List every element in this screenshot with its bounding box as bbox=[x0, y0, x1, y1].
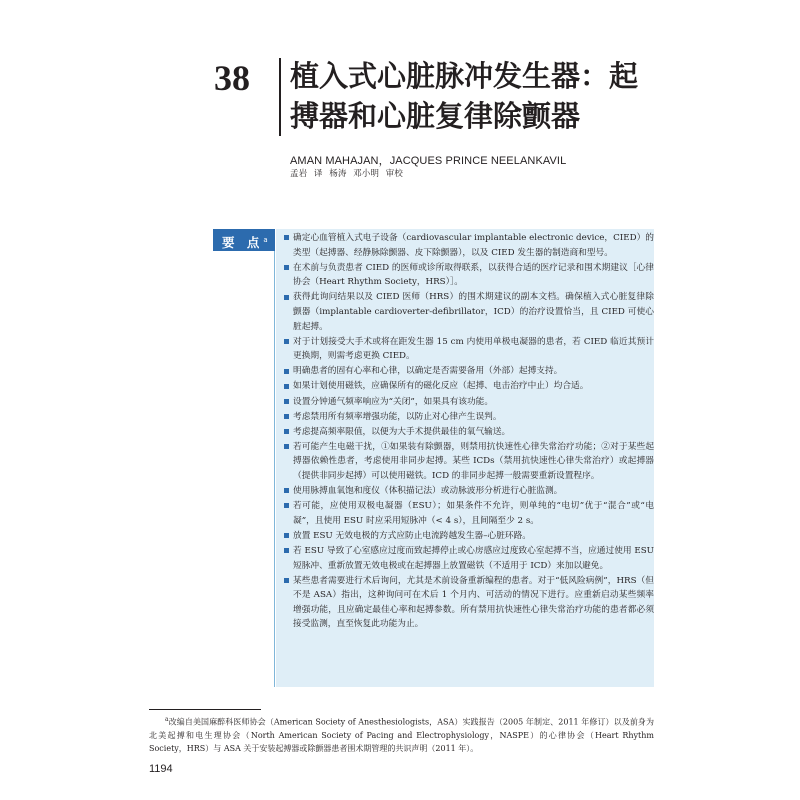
key-point-item bbox=[284, 574, 654, 632]
key-point-item bbox=[284, 484, 654, 499]
key-point-text: 若可能，应使用双极电凝器（ESU）；如果条件不允许，则单纯的“电切”优于“混合”或“电凝”，且使用 ESU 时应采用短脉冲（< 4 s），且间隔至少 2 s。 bbox=[293, 501, 654, 526]
key-point-item bbox=[284, 529, 654, 544]
square-bullet-icon bbox=[284, 339, 289, 344]
square-bullet-icon bbox=[284, 265, 289, 270]
footnote-marker: a bbox=[165, 716, 169, 723]
square-bullet-icon bbox=[284, 578, 289, 583]
key-point-text: 使用脉搏血氧饱和度仪（体积描记法）或动脉波形分析进行心脏监测。 bbox=[293, 486, 563, 497]
key-point-item bbox=[284, 335, 654, 364]
square-bullet-icon bbox=[284, 295, 289, 300]
square-bullet-icon bbox=[284, 444, 289, 449]
key-point-text: 确定心血管植入式电子设备（cardiovascular implantable electronic device，CIED）的类型（起搏器、经静脉除颤器、皮下除颤器），以及 CIED 发生器的制造商和型号。 bbox=[293, 233, 654, 258]
key-point-text: 对于计划接受大手术或将在距发生器 15 cm 内使用单极电凝器的患者，若 CIED 临近其预计更换期，则需考虑更换 CIED。 bbox=[293, 336, 654, 362]
key-point-item bbox=[284, 364, 654, 379]
key-point-text: 如果计划使用磁铁，应确保所有的磁化反应（起搏、电击治疗中止）均合适。 bbox=[293, 381, 589, 392]
key-point-item bbox=[284, 379, 654, 394]
page-number: 1194 bbox=[149, 763, 173, 775]
key-point-item bbox=[284, 231, 654, 260]
square-bullet-icon bbox=[284, 533, 289, 538]
key-point-text: 若 ESU 导致了心室感应过度而致起搏停止或心房感应过度致心室起搏不当，应通过使用 ESU 短脉冲、重新放置无效电极或在起搏器上放置磁铁（不适用于 ICD）来加以避免。 bbox=[293, 545, 654, 571]
key-point-text: 设置分钟通气频率响应为“关闭”，如果具有该功能。 bbox=[293, 396, 494, 407]
square-bullet-icon bbox=[284, 414, 289, 419]
key-point-text: 明确患者的固有心率和心律，以确定是否需要备用（外部）起搏支持。 bbox=[293, 366, 563, 377]
chapter-number: 38 bbox=[214, 58, 250, 98]
key-points-side-column bbox=[213, 251, 275, 687]
key-points-label bbox=[213, 229, 275, 251]
key-point-text: 某些患者需要进行术后询问，尤其是术前设备重新编程的患者。对于“低风险病例”，HRS（但不是 ASA）指出，这种询问可在术后 1 个月内、可活动的情况下进行。应重新启动某些频率增强功能，且应确定最佳心率和起搏参数。所有禁用抗快速性心律失常治疗功能的患者都必须接受监测，直至恢复此功能为止。 bbox=[293, 575, 654, 630]
chapter-title-line-1: 植入式心脏脉冲发生器：起 bbox=[290, 59, 639, 93]
chapter-title-line-2: 搏器和心脏复律除颤器 bbox=[290, 99, 581, 133]
key-points-footnote-marker: a bbox=[263, 236, 268, 244]
key-point-text: 放置 ESU 无效电极的方式应防止电流跨越发生器–心脏环路。 bbox=[293, 530, 531, 541]
square-bullet-icon bbox=[284, 235, 289, 240]
key-point-item bbox=[284, 261, 654, 290]
footnote-text: 改编自美国麻醉科医师协会（American Society of Anesthesiologists，ASA）实践报告（2005 年制定、2011 年修订）以及前身为北美起搏和电生理协会（North American Society of Pacing and Electrophysiology，NASPE）的心律协会（Heart Rhythm Society，HRS）与 ASA 关于安装起搏器或除颤器患者围术期管理的共识声明（2011 年）。 bbox=[149, 717, 654, 754]
key-point-text: 在术前与负责患者 CIED 的医师或诊所取得联系，以获得合适的医疗记录和围术期建议［心律协会（Heart Rhythm Society，HRS）］。 bbox=[293, 262, 654, 288]
key-points-list bbox=[284, 231, 654, 632]
square-bullet-icon bbox=[284, 429, 289, 434]
authors: AMAN MAHAJAN，JACQUES PRINCE NEELANKAVIL bbox=[290, 155, 567, 167]
key-point-text: 考虑提高频率限值，以便为大手术提供最佳的氧气输送。 bbox=[293, 426, 511, 437]
footnote bbox=[149, 713, 654, 756]
footnote-divider bbox=[149, 709, 261, 710]
translators: 孟岩 译 杨涛 邓小明 审校 bbox=[290, 169, 403, 179]
title-divider bbox=[279, 58, 281, 136]
key-point-item bbox=[284, 544, 654, 573]
key-points-label-text: 要 点 bbox=[222, 235, 264, 251]
chapter-title bbox=[290, 56, 670, 136]
key-point-text: 若可能产生电磁干扰，①如果装有除颤器，则禁用抗快速性心律失常治疗功能；②对于某些起搏器依赖性患者，考虑使用非同步起搏。某些 ICDs（禁用抗快速性心律失常治疗）或起搏器（提供非同步起搏）可以使用磁铁。ICD 的非同步起搏一般需要重新设置程序。 bbox=[293, 441, 654, 481]
square-bullet-icon bbox=[284, 548, 289, 553]
square-bullet-icon bbox=[284, 384, 289, 389]
key-points-box bbox=[276, 229, 654, 687]
key-point-item bbox=[284, 290, 654, 334]
key-point-text: 获得此询问结果以及 CIED 医师（HRS）的围术期建议的副本文档。确保植入式心脏复律除颤器（implantable cardioverter-defibrillator，ICD）的治疗设置恰当，且 CIED 可使心脏起搏。 bbox=[293, 292, 654, 332]
key-point-item bbox=[284, 499, 654, 528]
square-bullet-icon bbox=[284, 399, 289, 404]
key-point-item bbox=[284, 425, 654, 440]
key-point-text: 考虑禁用所有频率增强功能，以防止对心律产生误判。 bbox=[293, 411, 502, 422]
key-point-item bbox=[284, 440, 654, 484]
square-bullet-icon bbox=[284, 488, 289, 493]
key-point-item bbox=[284, 410, 654, 425]
square-bullet-icon bbox=[284, 503, 289, 508]
key-point-item bbox=[284, 395, 654, 410]
square-bullet-icon bbox=[284, 369, 289, 374]
